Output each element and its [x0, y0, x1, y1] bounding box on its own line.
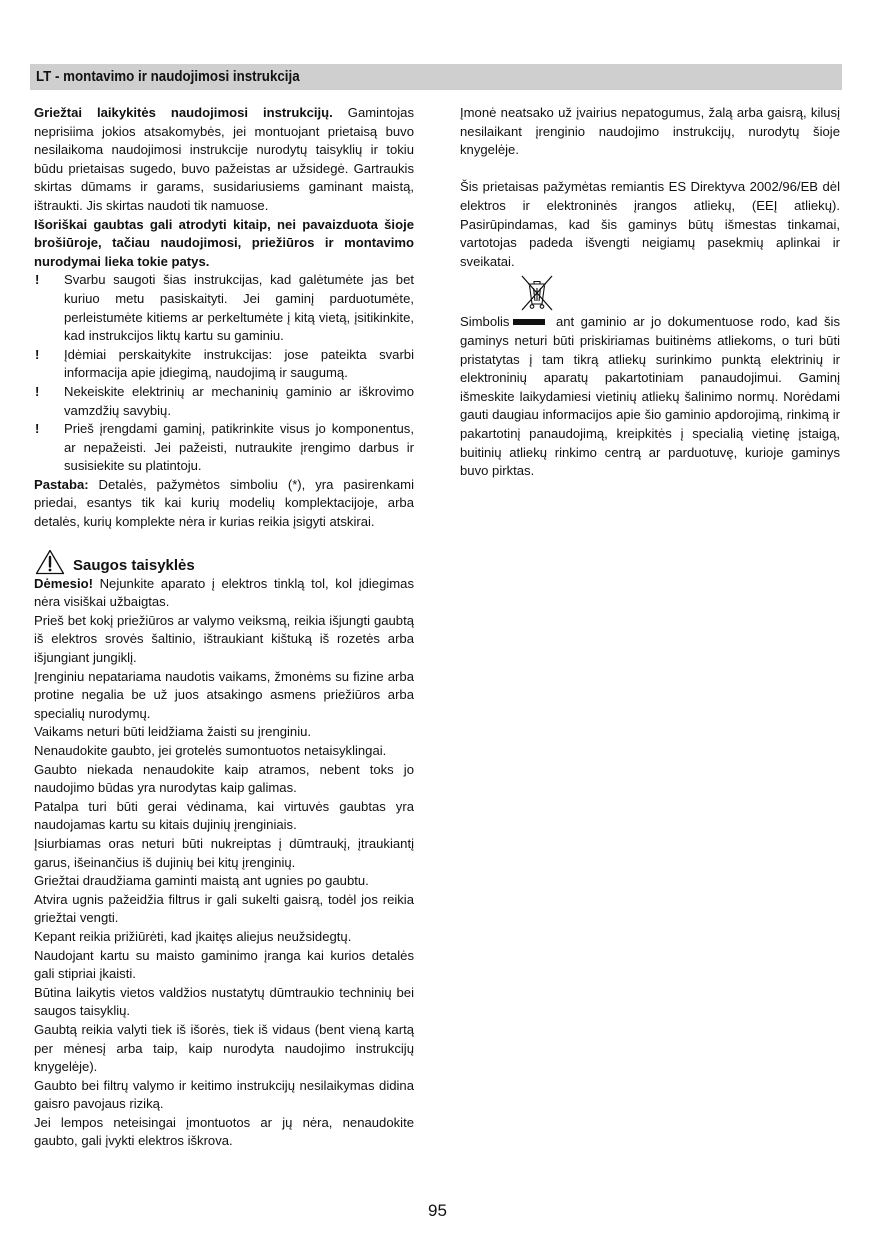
safety-heading: [34, 548, 414, 575]
safety-paragraph: Naudojant kartu su maisto gaminimo įranga kai kurios detalės gali stipriai įkaisti.: [34, 947, 414, 982]
note-paragraph: [34, 476, 414, 532]
safety-paragraph: Gaubtą reikia valyti tiek iš išorės, tiek iš vidaus (bent vieną kartą per mėnesį arba taip, kaip nurodyta naudojimo instrukcijų knygelėje).: [34, 1021, 414, 1075]
spacer: [460, 160, 840, 179]
directive-paragraph: Šis prietaisas pažymėtas remiantis ES Direktyva 2002/96/EB dėl elektros ir elektroninės įrangos atliekų, (EEĮ atliekų). Pasirūpindamas, kad šis gaminys būtų išmestas tinkamai, vartotojas padeda išvengti neigiamų pasekmių aplinkai ir sveikatai.: [460, 179, 840, 269]
attention-paragraph: [34, 575, 414, 612]
weee-symbol: [460, 271, 840, 313]
intro-paragraph: [34, 104, 414, 216]
safety-paragraph: Gaubto bei filtrų valymo ir keitimo instrukcijų nesilaikymas didina gaisro pavojaus riziką.: [34, 1077, 414, 1112]
list-item: [34, 420, 414, 476]
safety-paragraph: Įrenginiu nepatariama naudotis vaikams, žmonėms su fizine arba protine negalia be už juos atsakingo asmens priežiūros arba specialių nurodymų.: [34, 668, 414, 721]
list-item: [34, 383, 414, 420]
attention-label: Dėmesio!: [34, 575, 93, 591]
page-number: 95: [428, 1201, 447, 1220]
intro-text: Gamintojas neprisiima jokios atsakomybės, jei montuojant prietaisą buvo nesilaikoma naudojimosi instrukcije nurodytų taisyklių ir tokiu būdu prietaisas sugedo, buvo pažeistas ar užsidegė. Gartraukis skirtas dūmams ir garams, susidariusiems gaminant maistą, ištraukti. Jis skirtas naudoti tik namuose.: [34, 105, 414, 213]
safety-paragraph: Gaubto niekada nenaudokite kaip atramos, nebent toks jo naudojimo būdas yra nurodytas kaip galimas.: [34, 761, 414, 796]
note-text: Detalės, pažymėtos simboliu (*), yra pasirenkami priedai, esantys tik kai kurių modelių komplektacijoje, arba detalės, kurių komplekte nėra ir kurias reikia įsigyti atskirai.: [34, 476, 414, 530]
list-item-text: Nekeiskite elektrinių ar mechaninių gaminio ar iškrovimo vamzdžių savybių.: [64, 383, 414, 418]
safety-paragraph: Griežtai draudžiama gaminti maistą ant ugnies po gaubtu.: [34, 873, 369, 889]
exclamation-mark: !: [35, 383, 40, 399]
list-item-text: Svarbu saugoti šias instrukcijas, kad galėtumėte jas bet kuriuo metu pasiskaityti. Jei gaminį parduotumėte, perleistumėte kitiems ar perkeltumėte į kitą vietą, įsitikinkite, kad instrukcijos liktų kartu su gaminiu.: [64, 272, 414, 344]
safety-paragraph: Įsiurbiamas oras neturi būti nukreiptas į dūmtraukį, įtraukiantį garus, išeinančius iš dujinių bei kitų įrenginių.: [34, 835, 414, 870]
appearance-warning: Išoriškai gaubtas gali atrodyti kitaip, nei pavaizduota šioje brošiūroje, tačiau naudojimosi, priežiūros ir montavimo nurodymai lieka tokie patys.: [34, 216, 414, 269]
attention-text: Nejunkite aparato į elektros tinklą tol, kol įdiegimas nėra visiškai užbaigtas.: [34, 575, 414, 610]
exclamation-mark: !: [35, 421, 40, 437]
safety-paragraph: Atvira ugnis pažeidžia filtrus ir gali sukelti gaisrą, todėl jos reikia griežtai vengti.: [34, 891, 414, 926]
exclamation-mark: !: [35, 272, 40, 288]
safety-paragraph: Jei lempos neteisingai įmontuotos ar jų nėra, nenaudokite gaubto, gali įvykti elektros iškrova.: [34, 1114, 414, 1149]
warning-triangle-icon: [35, 549, 65, 575]
list-item-text: Prieš įrengdami gaminį, patikrinkite visus jo komponentus, ar nepažeisti. Jei pažeisti, nutraukite įrengimo darbus ir susisiekite su platintoju.: [64, 421, 414, 474]
black-bar-symbol: [513, 319, 545, 325]
symbol-text: ant gaminio ar jo dokumentuose rodo, kad šis gaminys neturi būti priskiriamas buitinėms atliekoms, o turi būti pristatytas į tam tikrą atliekų surinkimo punktą elektrinių ir elektroninių aparatų pakartotiniam panaudojimui. Gaminį išmeskite laikydamiesi vietinių atliekų šalinimo normų. Norėdami gauti daugiau informacijos apie šio gaminio apdorojimą, rinkimą ir pakartotinį panaudojimą, kreipkitės į specialią vietinę įstaigą, buitinių atliekų rinkimo centrą ar parduotuvę, kurioje gaminys buvo pirktas.: [460, 314, 840, 479]
note-label: Pastaba:: [34, 476, 89, 492]
right-column: [460, 104, 840, 481]
safety-paragraph: Kepant reikia prižiūrėti, kad įkaitęs aliejus neužsidegtų.: [34, 928, 352, 944]
safety-paragraph: Patalpa turi būti gerai vėdinama, kai virtuvės gaubtas yra naudojamas kartu su kitais dujinių įrenginiais.: [34, 798, 414, 833]
intro-bold: Griežtai laikykitės naudojimosi instrukcijų.: [34, 105, 333, 120]
symbol-paragraph: [460, 313, 840, 480]
symbol-prefix: Simbolis: [460, 314, 510, 330]
crossed-out-bin-icon: [516, 273, 558, 313]
safety-paragraph: Prieš bet kokį priežiūros ar valymo veiksmą, reikia išjungti gaubtą iš elektros srovės šaltinio, ištraukiant kištuką iš rozetės arba išjungiant jungiklį.: [34, 612, 414, 666]
section-title: LT - montavimo ir naudojimosi instrukcija: [36, 69, 300, 85]
list-item: [34, 271, 414, 345]
safety-paragraph: Vaikams neturi būti leidžiama žaisti su įrenginiu.: [34, 724, 312, 740]
left-column: [34, 104, 414, 1151]
liability-paragraph: Įmonė neatsako už įvairius nepatogumus, žalą arba gaisrą, kilusį nesilaikant įrenginio naudojimo instrukcijų, nurodytų šioje knygelėje.: [460, 105, 840, 158]
safety-paragraph: Nenaudokite gaubto, jei grotelės sumontuotos netaisyklingai.: [34, 743, 387, 758]
list-item: [34, 346, 414, 383]
exclamation-mark: !: [35, 346, 40, 362]
section-header: [30, 64, 842, 90]
list-item-text: Įdėmiai perskaitykite instrukcijas: jose pateikta svarbi informacija apie įdiegimą, naudojimą ir saugumą.: [64, 346, 414, 381]
safety-paragraph: Būtina laikytis vietos valdžios nustatytų dūmtraukio techninių bei saugos taisyklių.: [34, 984, 414, 1019]
safety-title: Saugos taisyklės: [73, 556, 195, 574]
